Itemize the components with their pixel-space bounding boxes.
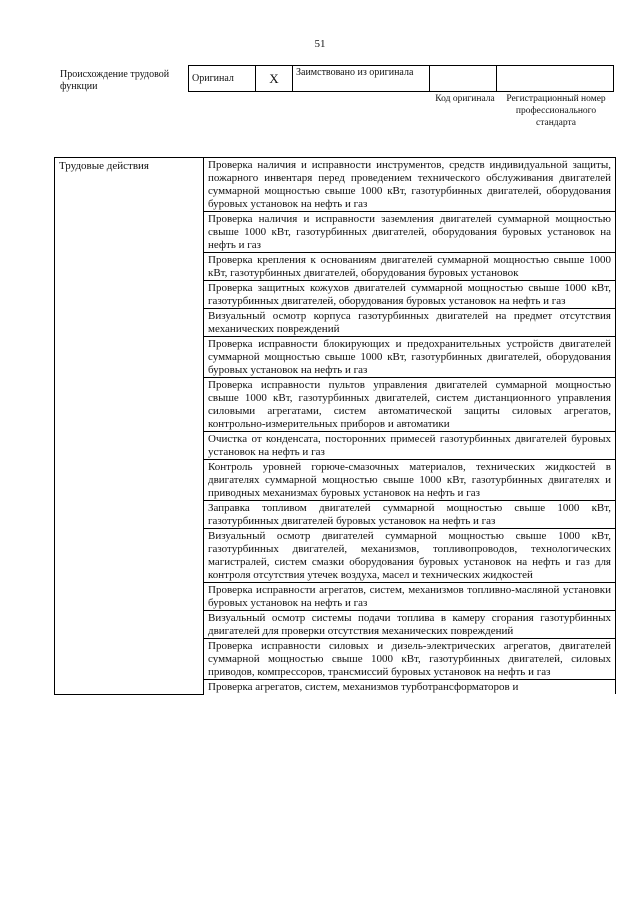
labor-actions-table [54, 157, 616, 695]
labor-action-item: Очистка от конденсата, посторонних примесей газотурбинных двигателей буровых установок на нефть и газ [204, 432, 616, 460]
labor-action-item: Проверка исправности блокирующих и предохранительных устройств двигателей суммарной мощностью свыше 1000 кВт, газотурбинных двигателей, оборудования буровых установок на нефть и газ [204, 337, 616, 378]
labor-action-item: Проверка исправности пультов управления двигателей суммарной мощностью свыше 1000 кВт, газотурбинных двигателей, систем дистанционного управления силовыми агрегатами, систем автоматической защиты силовых агрегатов, контрольно-измерительных приборов и автоматики [204, 378, 616, 432]
labor-action-item: Проверка исправности агрегатов, систем, механизмов топливно-масляной установки буровых установок на нефть и газ [204, 583, 616, 611]
labor-action-item: Визуальный осмотр двигателей суммарной мощностью свыше 1000 кВт, газотурбинных двигателей, механизмов, топливопроводов, технологических магистралей, систем смазки оборудования буровых установок на нефть и газ для контроля отсутствия утечек воздуха, масел и технических жидкостей [204, 529, 616, 583]
labor-action-item: Проверка крепления к основаниям двигателей суммарной мощностью свыше 1000 кВт, газотурбинных двигателей, оборудования буровых установок [204, 253, 616, 281]
labor-actions-label: Трудовые действия [55, 158, 204, 695]
labor-action-item: Контроль уровней горюче-смазочных материалов, технических жидкостей в двигателях суммарной мощностью свыше 1000 кВт, газотурбинных двигателях и приводных механизмах буровых установок на нефть и газ [204, 460, 616, 501]
labor-action-item: Заправка топливом двигателей суммарной мощностью свыше 1000 кВт, газотурбинных двигателей буровых установок на нефть и газ [204, 501, 616, 529]
labor-action-item: Проверка исправности силовых и дизель-электрических агрегатов, двигателей суммарной мощностью свыше 1000 кВт, газотурбинных двигателей, силовых приводов, компрессоров, трансмиссий буровых установок на нефть и газ [204, 639, 616, 680]
labor-action-item: Проверка наличия и исправности инструментов, средств индивидуальной защиты, пожарного инвентаря перед проведением технического обслуживания двигателей суммарной мощностью свыше 1000 кВт, газотурбинных двигателей, оборудования буровых установок на нефть и газ [204, 158, 616, 212]
table-row [55, 158, 616, 212]
labor-action-item: Визуальный осмотр корпуса газотурбинных двигателей на предмет отсутствия механических повреждений [204, 309, 616, 337]
borrowed-cell: Заимствовано из оригинала [293, 66, 430, 92]
reg-number-cell [497, 66, 614, 92]
reg-number-caption: Регистрационный номер профессионального стандарта [506, 94, 606, 128]
original-mark: X [256, 66, 293, 92]
labor-action-item: Проверка защитных кожухов двигателей суммарной мощностью свыше 1000 кВт, газотурбинных двигателей, оборудования буровых установок на нефть и газ [204, 281, 616, 309]
labor-action-item: Проверка агрегатов, систем, механизмов турботрансформаторов и [204, 680, 616, 695]
code-caption: Код оригинала [435, 94, 495, 104]
labor-action-item: Проверка наличия и исправности заземления двигателей суммарной мощностью свыше 1000 кВт, газотурбинных двигателей, оборудования буровых установок на нефть и газ [204, 212, 616, 253]
labor-action-item: Визуальный осмотр системы подачи топлива в камеру сгорания газотурбинных двигателей для проверки отсутствия механических повреждений [204, 611, 616, 639]
page-number: 51 [314, 38, 326, 50]
origin-table [188, 65, 614, 92]
code-cell [430, 66, 497, 92]
original-cell: Оригинал [189, 66, 256, 92]
origin-label: Происхождение трудовой функции [60, 69, 170, 92]
